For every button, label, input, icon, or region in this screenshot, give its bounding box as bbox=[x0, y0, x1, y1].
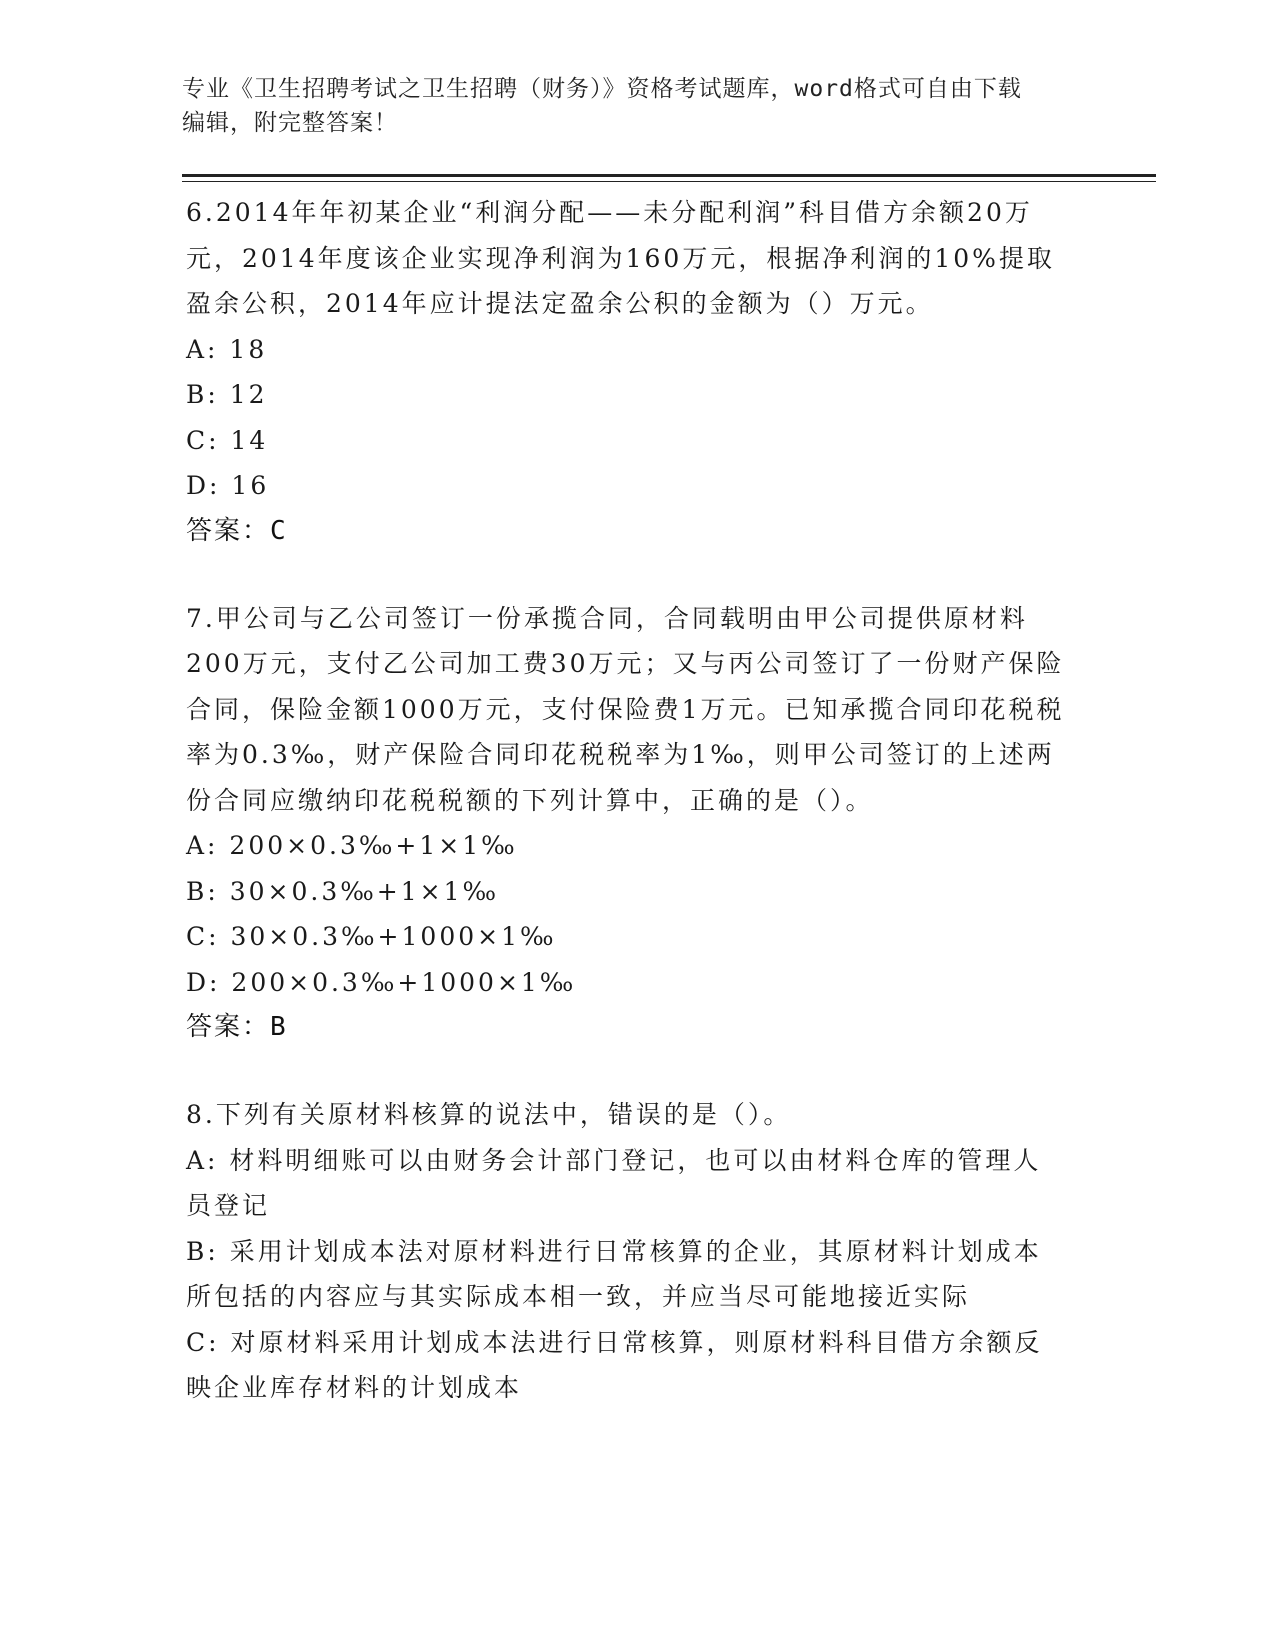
option-d: D: 200×0.3‰+1000×1‰ bbox=[186, 967, 577, 997]
option-b: B: 采用计划成本法对原材料进行日常核算的企业，其原材料计划成本所包括的内容应与其实际成本相一致，并应当尽可能地接近实际 bbox=[186, 1236, 1042, 1311]
option-a: A: 200×0.3‰+1×1‰ bbox=[186, 831, 518, 860]
question-8 bbox=[186, 1092, 1066, 1411]
option-c: C: 14 bbox=[186, 425, 269, 455]
answer-line: 答案：B bbox=[186, 1012, 288, 1042]
question-list bbox=[186, 190, 1066, 1411]
option-a: A: 材料明细账可以由财务会计部门登记，也可以由材料仓库的管理人员登记 bbox=[186, 1145, 1042, 1220]
option-b: B: 30×0.3‰+1×1‰ bbox=[186, 876, 500, 906]
question-spacer bbox=[186, 554, 1066, 596]
question-stem: 7.甲公司与乙公司签订一份承揽合同，合同载明由甲公司提供原材料200万元，支付乙公司加工费30万元；又与丙公司签订了一份财产保险合同，保险金额1000万元，支付保险费1万元。已知承揽合同印花税税率为0.3‰，财产保险合同印花税税率为1‰，则甲公司签订的上述两份合同应缴纳印花税税额的下列计算中，正确的是（）。 bbox=[186, 603, 1065, 815]
option-c: C: 对原材料采用计划成本法进行日常核算，则原材料科目借方余额反映企业库存材料的计划成本 bbox=[186, 1327, 1043, 1402]
header-line-1: 专业《卫生招聘考试之卫生招聘（财务）》资格考试题库，word格式可自由下载 bbox=[182, 76, 1022, 102]
option-a: A: 18 bbox=[186, 334, 268, 364]
question-6 bbox=[186, 190, 1066, 554]
option-b: B: 12 bbox=[186, 380, 268, 409]
option-c: C: 30×0.3‰+1000×1‰ bbox=[186, 922, 557, 951]
answer-line: 答案：C bbox=[186, 515, 288, 546]
question-stem: 8.下列有关原材料核算的说法中，错误的是（）。 bbox=[186, 1100, 792, 1129]
header-divider-thick bbox=[182, 174, 1156, 177]
header-divider-thin bbox=[182, 181, 1156, 182]
question-stem: 6.2014年年初某企业“利润分配——未分配利润”科目借方余额20万元，2014年度该企业实现净利润为160万元，根据净利润的10%提取盈余公积，2014年应计提法定盈余公积的金额为（）万元。 bbox=[186, 198, 1055, 318]
question-spacer bbox=[186, 1050, 1066, 1092]
document-header bbox=[182, 72, 1062, 140]
option-d: D: 16 bbox=[186, 471, 270, 500]
header-line-2: 编辑，附完整答案！ bbox=[182, 110, 398, 136]
question-7 bbox=[186, 596, 1066, 1051]
